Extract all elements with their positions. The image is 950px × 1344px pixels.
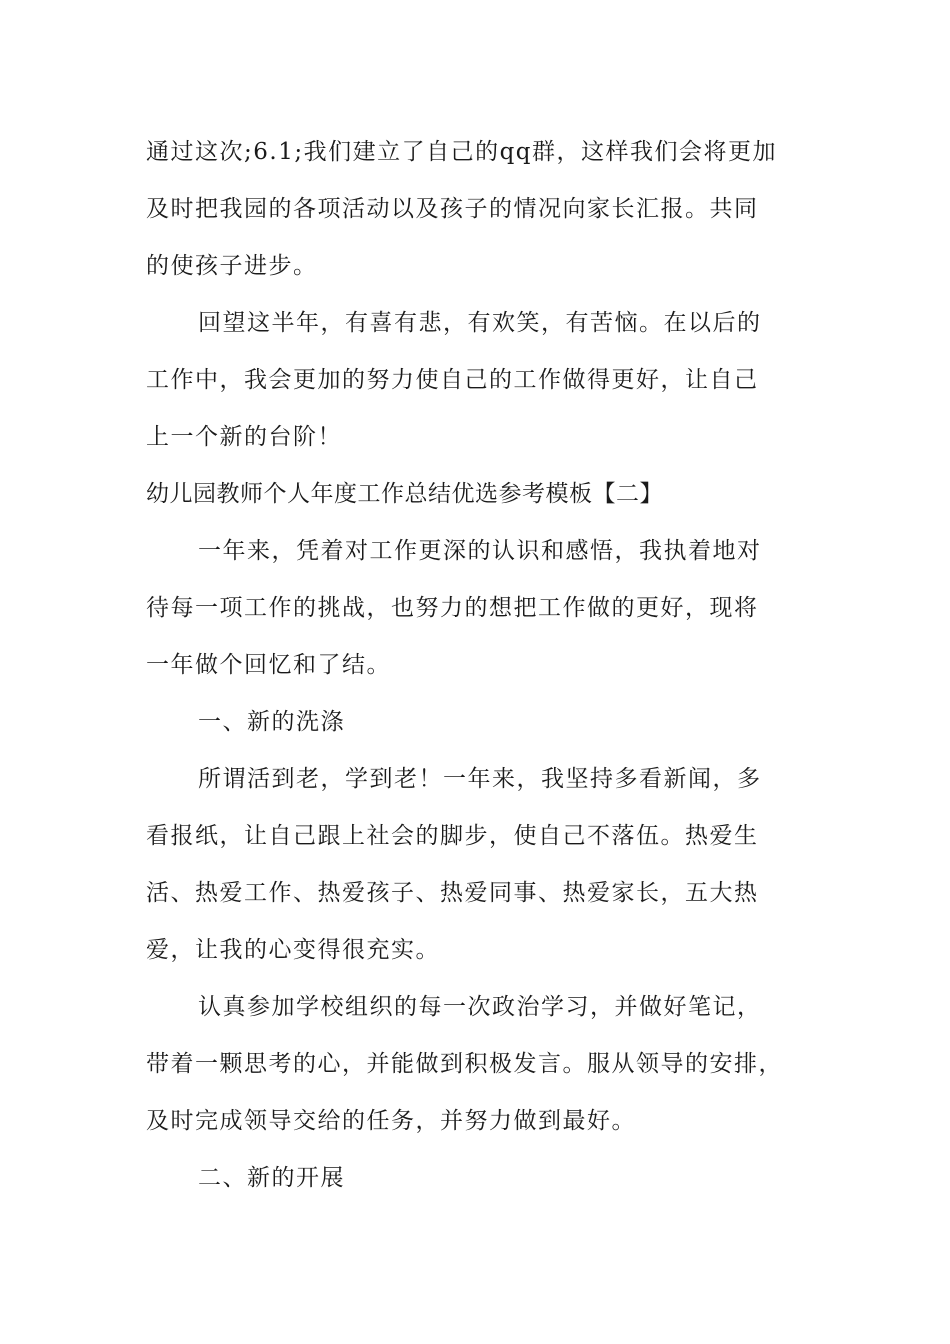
paragraph-line: 一年来，凭着对工作更深的认识和感悟，我执着地对 [198,538,762,564]
section-title: 幼儿园教师个人年度工作总结优选参考模板【二】 [146,481,663,507]
paragraph-line: 待每一项工作的挑战，也努力的想把工作做的更好，现将 [146,595,759,621]
paragraph-line: 所谓活到老，学到老！一年来，我坚持多看新闻，多 [198,766,762,792]
paragraph-line: 带着一颗思考的心，并能做到积极发言。服从领导的安排， [146,1051,783,1077]
paragraph-line: 工作中，我会更加的努力使自己的工作做得更好，让自己 [146,367,759,393]
paragraph-line: 活、热爱工作、热爱孩子、热爱同事、热爱家长，五大热 [146,880,759,906]
paragraph-line: 上一个新的台阶！ [146,424,342,450]
paragraph-line: 及时完成领导交给的任务，并努力做到最好。 [146,1108,636,1134]
subsection-heading: 二、新的开展 [198,1165,345,1191]
paragraph-line: 认真参加学校组织的每一次政治学习，并做好笔记， [198,994,762,1020]
paragraph-line: 及时把我园的各项活动以及孩子的情况向家长汇报。共同 [146,196,759,222]
paragraph-line: 的使孩子进步。 [146,253,318,279]
paragraph-line: 爱，让我的心变得很充实。 [146,937,440,963]
paragraph-line: 看报纸，让自己跟上社会的脚步，使自己不落伍。热爱生 [146,823,759,849]
paragraph-line: 回望这半年，有喜有悲，有欢笑，有苦恼。在以后的 [198,310,762,336]
paragraph-line: 通过这次;6.1;我们建立了自己的qq群，这样我们会将更加 [146,139,778,165]
paragraph-line: 一年做个回忆和了结。 [146,652,391,678]
subsection-heading: 一、新的洗涤 [198,709,345,735]
